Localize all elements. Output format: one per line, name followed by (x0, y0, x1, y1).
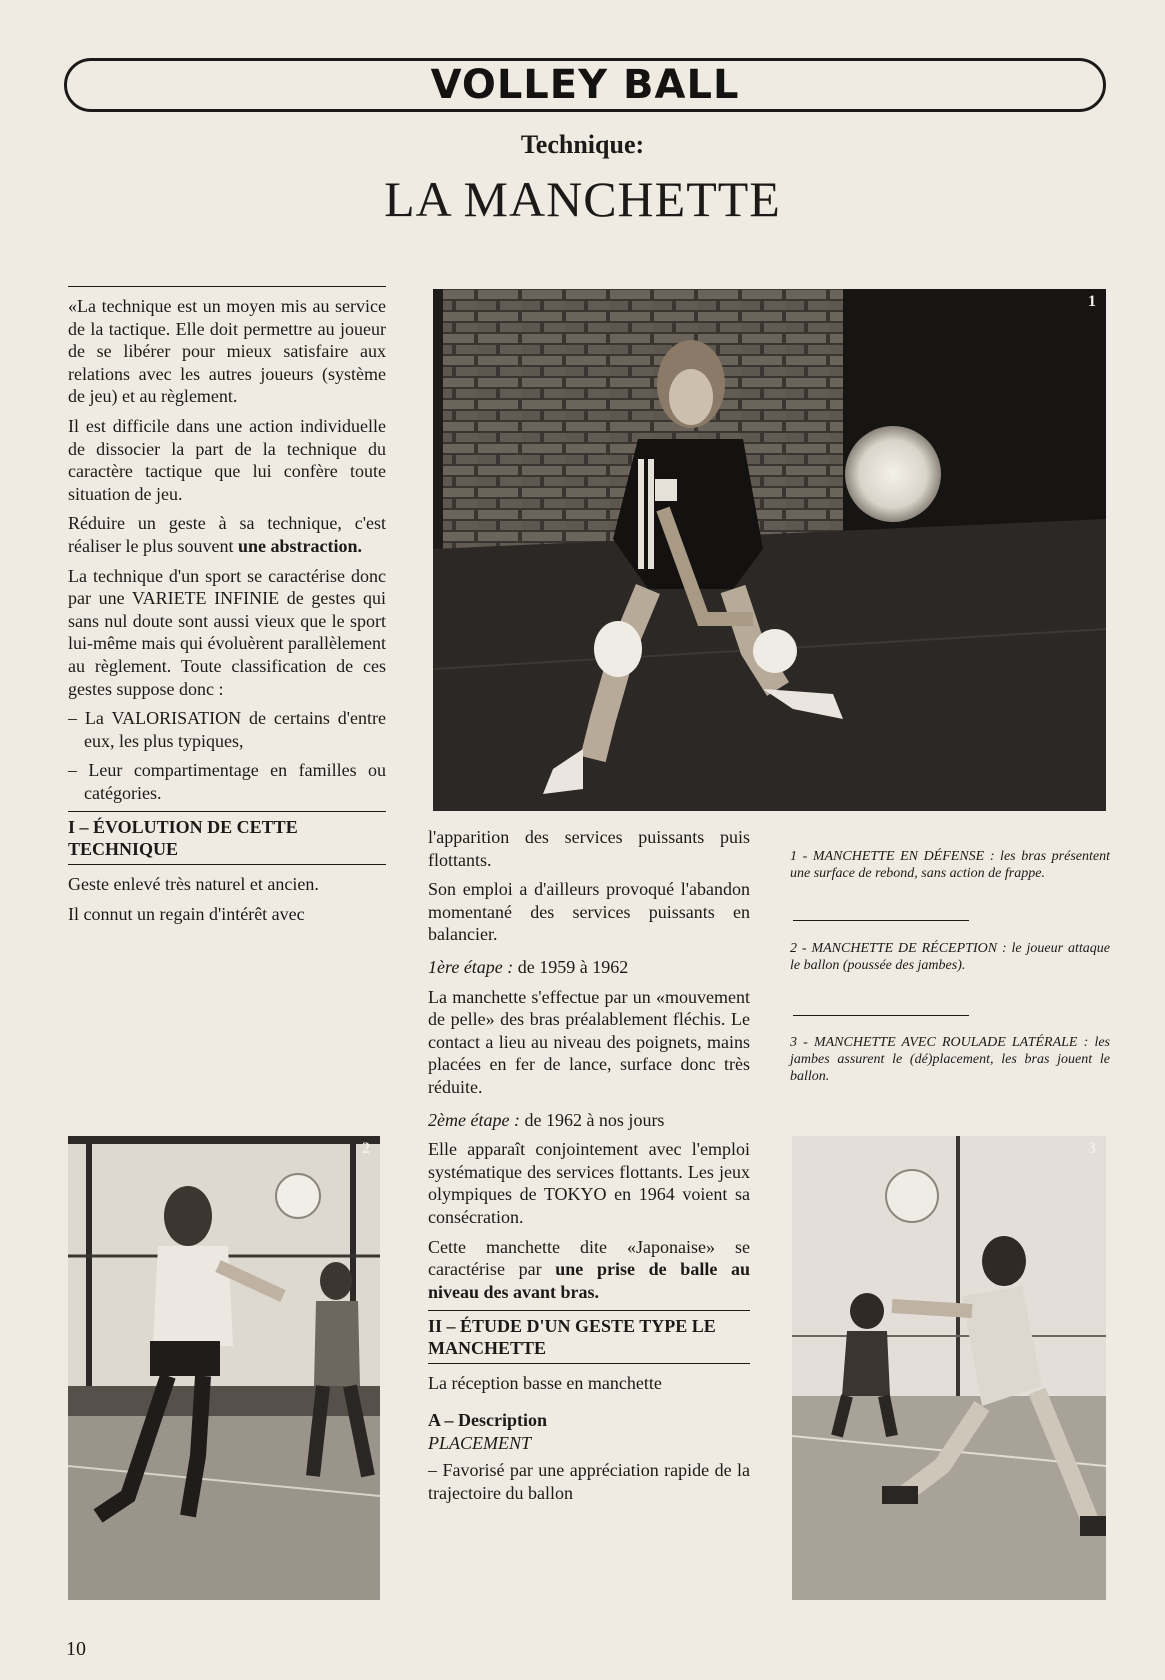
japanese-text: Cette manchette dite «Japonaise» se caractérise par (428, 1236, 750, 1280)
middle-paragraph-2: Son emploi a d'ailleurs provoqué l'abandon momentané des services puissants en balancier. (428, 879, 750, 945)
photo-number: 2 (362, 1140, 370, 1157)
japanese-bold: une prise de balle au niveau des avant bras. (428, 1259, 750, 1302)
stage2-paragraph: Elle apparaît conjointement avec l'emploi systématique des services flottants. Les jeux olympiques de TOKYO en 1964 voient sa consécration. (428, 1139, 750, 1227)
reduce-paragraph (68, 512, 386, 557)
japanese-paragraph (428, 1236, 750, 1304)
middle-column (428, 826, 750, 1511)
stage1-paragraph: La manchette s'effectue par un «mouvement de pelle» des bras préalablement fléchis. Le contact a lieu au niveau des poignets, mains placées en fer de lance, surface donc très réduite. (428, 986, 750, 1097)
variety-paragraph: La technique d'un sport se caractérise donc par une VARIETE INFINIE de gestes qui sans nul doute sont aussi vieux que le sport lui-même mais qui évoluèrent parallèlement au règlement. Toute classification de ces gestes suppose donc : (68, 565, 386, 699)
section-rule (428, 1310, 750, 1311)
subsection-a-heading: A – Description (428, 1409, 547, 1430)
reduce-text: Réduire un geste à sa technique, c'est réaliser le plus souvent (68, 513, 386, 556)
section1-paragraph-1: Geste enlevé très naturel et ancien. (68, 874, 319, 895)
caption-2: 2 - MANCHETTE DE RÉCEPTION : le joueur attaque le ballon (poussée des jambes). (790, 941, 1110, 973)
intro-paragraph-2: Il est difficile dans une action individuelle de dissocier la part de la technique du caractère tactique que lui confère toute situation de jeu. (68, 415, 386, 504)
section1-paragraph-2: Il connut un regain d'intérêt avec (68, 904, 305, 925)
section-rule (428, 1363, 750, 1364)
left-column (68, 286, 386, 933)
stage1-years: de 1959 à 1962 (517, 956, 629, 977)
photo-reception (68, 1136, 380, 1600)
article-title: LA MANCHETTE (384, 171, 781, 227)
photo-number: 1 (1088, 293, 1096, 310)
reception-paragraph: La réception basse en manchette (428, 1373, 662, 1394)
photo-reception-illustration (68, 1136, 380, 1600)
section-rule (68, 811, 386, 812)
list-item: – Leur compartimentage en familles ou catégories. (68, 760, 386, 803)
stage2-label: 2ème étape : (428, 1109, 520, 1130)
section-rule (68, 864, 386, 865)
stage2-years: de 1962 à nos jours (524, 1109, 665, 1130)
middle-paragraph-1: l'apparition des services puissants puis flottants. (428, 827, 750, 870)
photo-number: 3 (1088, 1140, 1096, 1157)
section2-heading: II – ÉTUDE D'UN GESTE TYPE LE MANCHETTE (428, 1316, 716, 1359)
photo-defense (433, 289, 1106, 811)
photo-defense-illustration (433, 289, 1106, 811)
placement-label: PLACEMENT (428, 1433, 532, 1454)
stage1-line (428, 956, 750, 979)
photo-lateral-roll (792, 1136, 1106, 1600)
caption-1: 1 - MANCHETTE EN DÉFENSE : les bras présentent une surface de rebond, sans action de frappe. (790, 849, 1110, 881)
placement-paragraph: – Favorisé par une appréciation rapide de la trajectoire du ballon (428, 1460, 750, 1503)
column-rule (68, 286, 386, 287)
caption-rule (793, 920, 969, 921)
intro-paragraph-1: «La technique est un moyen mis au service de la tactique. Elle doit permettre au joueur de se libérer pour mieux satisfaire aux relations avec les autres joueurs (système de jeu) et au règlement. (68, 296, 386, 407)
section1-heading: I – ÉVOLUTION DE CETTE TECHNIQUE (68, 817, 298, 860)
list-item: – La VALORISATION de certains d'entre eux, les plus typiques, (68, 708, 386, 751)
reduce-bold: une abstraction. (237, 535, 362, 556)
page-number: 10 (66, 1638, 86, 1660)
caption-3: 3 - MANCHETTE AVEC ROULADE LATÉRALE : les jambes assurent le (dé)placement, les bras jouent le ballon. (790, 1035, 1110, 1084)
stage1-label: 1ère étape : (428, 956, 514, 977)
article-subtitle: Technique: (520, 130, 645, 159)
section-banner (64, 58, 1106, 112)
banner-title: VOLLEY BALL (430, 62, 740, 108)
caption-rule (793, 1015, 969, 1016)
photo-lateral-roll-illustration (792, 1136, 1106, 1600)
stage2-line (428, 1109, 750, 1132)
